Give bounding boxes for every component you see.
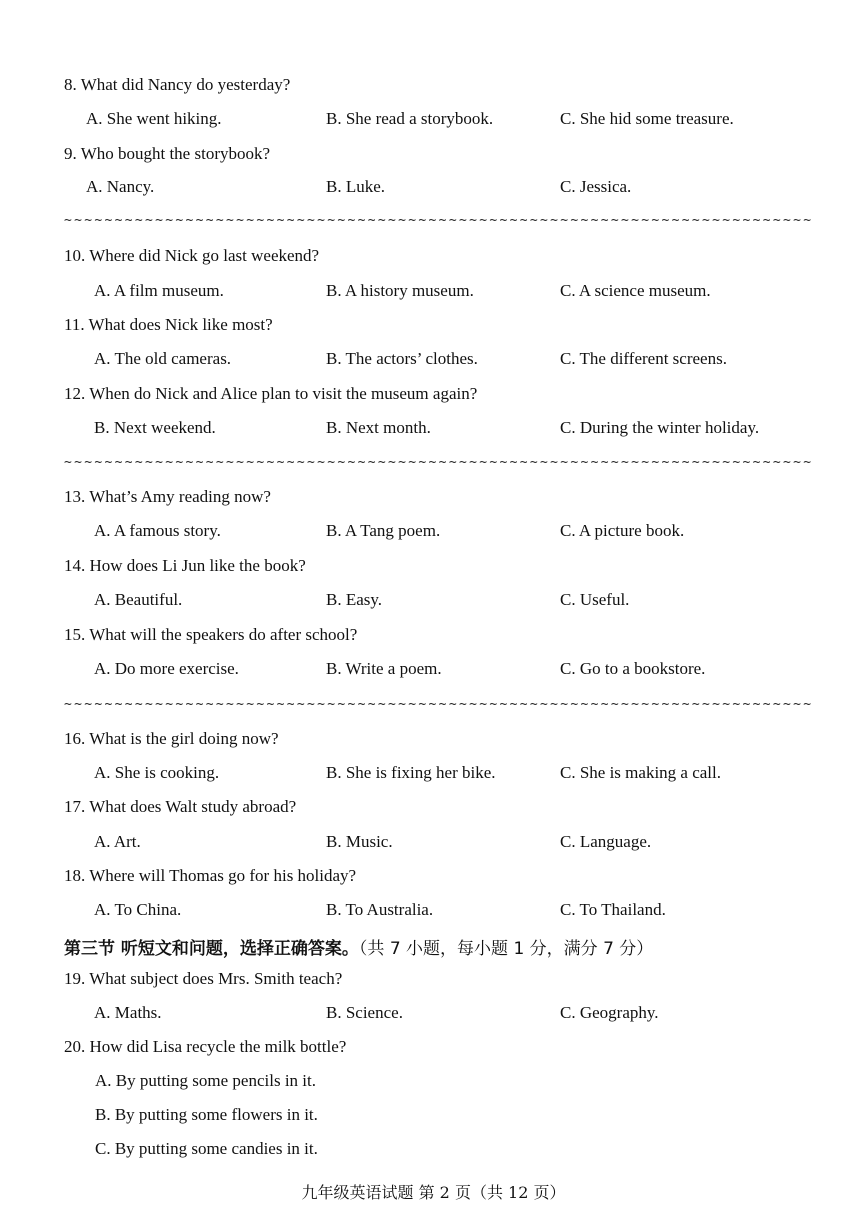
- option-a: A. The old cameras.: [94, 349, 232, 368]
- question-12: 12. When do Nick and Alice plan to visit the museum again?: [64, 384, 478, 403]
- option-c: C. She hid some treasure.: [560, 109, 734, 128]
- option-b: B. Easy.: [326, 590, 383, 609]
- option-a: A. To China.: [94, 900, 182, 919]
- option-b: B. A history museum.: [326, 281, 474, 300]
- option-b: B. To Australia.: [326, 900, 434, 919]
- option-b: B. She read a storybook.: [326, 109, 494, 128]
- section-note: （共 7 小题，每小题 1 分，满分 7 分）: [358, 939, 654, 959]
- option-a: A. Maths.: [94, 1003, 162, 1022]
- option-a: A. She is cooking.: [94, 763, 220, 782]
- option-c: C. The different screens.: [560, 349, 727, 368]
- option-c: C. Useful.: [560, 590, 630, 609]
- option-a: A. A famous story.: [94, 521, 221, 540]
- option-a: A. By putting some pencils in it.: [95, 1071, 316, 1090]
- option-c: C. Jessica.: [560, 177, 632, 196]
- option-b: B. The actors’ clothes.: [326, 349, 478, 368]
- question-9: 9. Who bought the storybook?: [64, 144, 271, 163]
- option-a: A. Do more exercise.: [94, 659, 239, 678]
- option-c: C. During the winter holiday.: [560, 418, 760, 437]
- section-heading: [64, 934, 653, 959]
- wave-separator: ~~~~~~~~~~~~~~~~~~~~~~~~~~~~~~~~~~~~~~~~~~~~~~~~~~~~~~~~~~~~~~~~~~~~~~~~~~: [64, 455, 814, 469]
- option-b: B. Write a poem.: [326, 659, 442, 678]
- question-13: 13. What’s Amy reading now?: [64, 487, 271, 506]
- question-17: 17. What does Walt study abroad?: [64, 797, 297, 816]
- option-a: A. Art.: [94, 832, 141, 851]
- question-14: 14. How does Li Jun like the book?: [64, 556, 306, 575]
- option-a: B. Next weekend.: [94, 418, 216, 437]
- option-a: A. A film museum.: [94, 281, 224, 300]
- page-footer: 九年级英语试题 第 2 页（共 12 页）: [301, 1183, 566, 1202]
- option-c: C. She is making a call.: [560, 763, 722, 782]
- option-a: A. Nancy.: [86, 177, 155, 196]
- question-8: 8. What did Nancy do yesterday?: [64, 75, 291, 94]
- question-16: 16. What is the girl doing now?: [64, 729, 279, 748]
- option-c: C. Go to a bookstore.: [560, 659, 706, 678]
- option-c: C. To Thailand.: [560, 900, 666, 919]
- option-b: B. Science.: [326, 1003, 403, 1022]
- question-18: 18. Where will Thomas go for his holiday?: [64, 866, 357, 885]
- option-b: B. Luke.: [326, 177, 386, 196]
- option-b: B. Next month.: [326, 418, 431, 437]
- option-c: C. A science museum.: [560, 281, 711, 300]
- section-title: 第三节 听短文和问题，选择正确答案。: [64, 939, 359, 959]
- option-c: C. By putting some candies in it.: [95, 1139, 318, 1158]
- option-c: C. Language.: [560, 832, 652, 851]
- wave-separator: ~~~~~~~~~~~~~~~~~~~~~~~~~~~~~~~~~~~~~~~~~~~~~~~~~~~~~~~~~~~~~~~~~~~~~~~~~~: [64, 697, 814, 711]
- wave-separator: ~~~~~~~~~~~~~~~~~~~~~~~~~~~~~~~~~~~~~~~~~~~~~~~~~~~~~~~~~~~~~~~~~~~~~~~~~~: [64, 213, 814, 227]
- option-a: A. She went hiking.: [86, 109, 222, 128]
- question-11: 11. What does Nick like most?: [64, 315, 273, 334]
- question-10: 10. Where did Nick go last weekend?: [64, 246, 320, 265]
- option-c: C. A picture book.: [560, 521, 685, 540]
- question-15: 15. What will the speakers do after school?: [64, 625, 358, 644]
- question-19: 19. What subject does Mrs. Smith teach?: [64, 969, 343, 988]
- option-b: B. Music.: [326, 832, 393, 851]
- question-20: 20. How did Lisa recycle the milk bottle?: [64, 1037, 347, 1056]
- option-b: B. She is fixing her bike.: [326, 763, 496, 782]
- option-c: C. Geography.: [560, 1003, 659, 1022]
- option-b: B. A Tang poem.: [326, 521, 441, 540]
- option-a: A. Beautiful.: [94, 590, 183, 609]
- option-b: B. By putting some flowers in it.: [95, 1105, 318, 1124]
